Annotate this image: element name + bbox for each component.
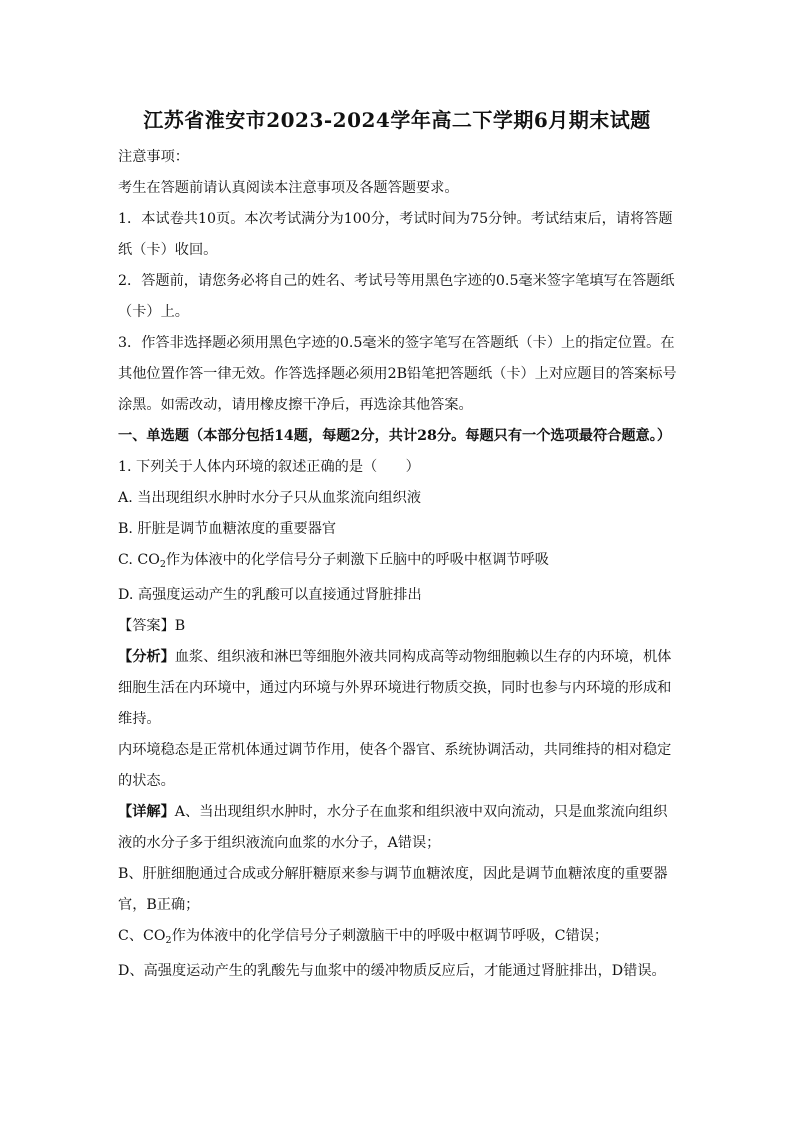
analysis-tag: 【分析】 [118,649,175,665]
answer-value: B [174,618,186,634]
analysis-paragraph-2: 内环境稳态是正常机体通过调节作用，使各个器官、系统协调活动，共同维持的相对稳定的状态。 [118,742,672,789]
answer-tag: 【答案】 [118,618,175,634]
notice-item-3: 3．作答非选择题必须用黑色字迹的0.5毫米的签字笔写在答题纸（卡）上的指定位置。在其他位置作答一律无效。作答选择题必须用2B铅笔把答题纸（卡）上对应题目的答案标号涂黑。如需改动，请用橡皮擦干净后，再选涂其他答案。 [118,335,677,413]
detail-tag: 【详解】 [118,804,175,820]
option-a: A. 当出现组织水肿时水分子只从血浆流向组织液 [118,490,422,506]
notice-intro: 考生在答题前请认真阅读本注意事项及各题答题要求。 [118,180,459,196]
detail-c-prefix: C、CO [118,928,166,944]
section-heading: 一、单选题（本部分包括14题，每题2分，共计28分。每题只有一个选项最符合题意。） [118,428,672,444]
analysis-text-1: 血浆、组织液和淋巴等细胞外液共同构成高等动物细胞赖以生存的内环境，机体细胞生活在内环境中，通过内环境与外界环境进行物质交换，同时也参与内环境的形成和维持。 [118,649,672,727]
detail-paragraph-d: D、高强度运动产生的乳酸先与血浆中的缓冲物质反应后，才能通过肾脏排出，D错误。 [118,963,666,979]
option-c-text: 作为体液中的化学信号分子刺激下丘脑中的呼吸中枢调节呼吸 [165,552,549,568]
page-title: 江苏省淮安市2023-2024学年高二下学期6月期末试题 [143,108,651,132]
detail-paragraph-b: B、肝脏细胞通过合成或分解肝糖原来参与调节血糖浓度，因此是调节血糖浓度的重要器官，B正确； [118,866,668,913]
option-c [118,545,678,580]
option-c-subscript: 2 [159,559,166,570]
option-d: D. 高强度运动产生的乳酸可以直接通过肾脏排出 [118,587,422,603]
analysis-paragraph-1 [118,642,678,735]
notice-item-1: 1．本试卷共10页。本次考试满分为100分，考试时间为75分钟。考试结束后，请将答题纸（卡）收回。 [118,211,673,258]
notice-item-2: 2．答题前，请您务必将自己的姓名、考试号等用黑色字迹的0.5毫米签字笔填写在答题纸（卡）上。 [118,273,675,320]
detail-c-subscript: 2 [165,935,172,946]
detail-c-text: 作为体液中的化学信号分子刺激脑干中的呼吸中枢调节呼吸，C错误； [171,928,609,944]
detail-paragraph-a [118,797,678,859]
notice-heading: 注意事项： [118,149,189,165]
option-c-prefix: C. CO [118,552,160,568]
detail-text-a: A、当出现组织水肿时，水分子在血浆和组织液中双向流动，只是血浆流向组织液的水分子多于组织液流向血浆的水分子，A错误； [118,804,668,851]
answer-line [118,611,678,642]
question-stem: 1. 下列关于人体内环境的叙述正确的是（ ） [118,459,420,475]
option-b: B. 肝脏是调节血糖浓度的重要器官 [118,521,337,537]
document-body [118,142,678,987]
detail-paragraph-c [118,921,678,956]
